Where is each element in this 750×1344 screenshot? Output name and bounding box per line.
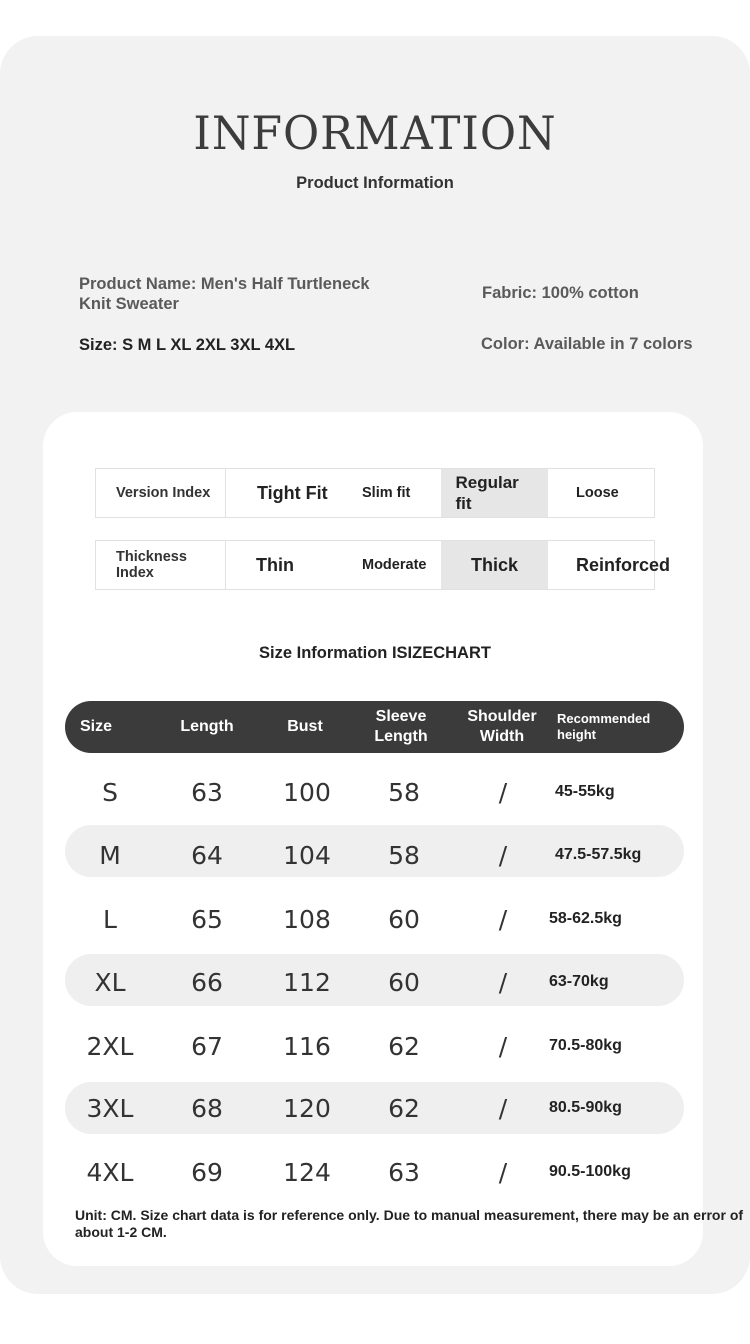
- cell-shoulder: /: [498, 1157, 508, 1187]
- product-color: Color: Available in 7 colors: [481, 335, 693, 353]
- version-option-loose: Loose: [576, 485, 619, 501]
- cell-shoulder: /: [498, 777, 508, 807]
- thickness-option-moderate: Moderate: [362, 557, 427, 573]
- cell-bust: 108: [283, 904, 331, 934]
- product-name: [79, 274, 370, 314]
- cell-sleeve: 58: [388, 777, 420, 807]
- cell-size: M: [99, 840, 121, 870]
- thickness-option-thick-selected: Thick: [441, 541, 548, 589]
- header-length: Length: [180, 718, 234, 735]
- product-name-line-2: Knit Sweater: [79, 295, 179, 313]
- cell-size: S: [102, 777, 118, 807]
- table-row-m: [65, 825, 684, 877]
- cell-shoulder: /: [498, 840, 508, 870]
- cell-weight: 90.5-100kg: [549, 1163, 631, 1180]
- version-option-slim: Slim fit: [362, 485, 411, 501]
- cell-size: 3XL: [86, 1093, 134, 1123]
- cell-weight: 58-62.5kg: [549, 910, 622, 927]
- cell-size: XL: [94, 967, 126, 997]
- product-fabric: Fabric: 100% cotton: [482, 284, 639, 302]
- page-title: INFORMATION: [193, 106, 557, 160]
- cell-weight: 45-55kg: [555, 783, 615, 800]
- cell-length: 67: [191, 1031, 223, 1061]
- header-recommended-height: Recommended height: [557, 711, 651, 742]
- cell-length: 66: [191, 967, 223, 997]
- table-row-3xl: [65, 1082, 684, 1134]
- header-size: Size: [79, 718, 112, 735]
- cell-weight: 70.5-80kg: [549, 1037, 622, 1054]
- size-chart-note: Unit: CM. Size chart data is for reference only. Due to manual measurement, there may be an error of about 1-2 CM.: [75, 1207, 744, 1240]
- cell-sleeve: 62: [388, 1031, 420, 1061]
- cell-bust: 116: [283, 1031, 331, 1061]
- product-name-line-1: Product Name: Men's Half Turtleneck: [79, 275, 370, 293]
- thickness-index-label: Thickness Index: [116, 549, 187, 581]
- header-shoulder-width: Shoulder Width: [467, 708, 537, 745]
- cell-bust: 100: [283, 777, 331, 807]
- table-row-xl: [65, 954, 684, 1006]
- cell-sleeve: 62: [388, 1093, 420, 1123]
- page-subtitle: Product Information: [296, 174, 454, 192]
- thickness-index-row: [95, 540, 671, 590]
- cell-length: 68: [191, 1093, 223, 1123]
- version-index-row: [95, 468, 655, 518]
- cell-length: 64: [191, 840, 223, 870]
- cell-length: 69: [191, 1157, 223, 1187]
- thickness-option-reinforced: Reinforced: [576, 554, 671, 575]
- cell-size: L: [103, 904, 117, 934]
- cell-shoulder: /: [498, 904, 508, 934]
- cell-bust: 120: [283, 1093, 331, 1123]
- header-sleeve-length: Sleeve Length: [374, 708, 428, 745]
- table-row-l: [65, 893, 684, 945]
- cell-bust: 124: [283, 1157, 331, 1187]
- cell-bust: 112: [283, 967, 331, 997]
- product-size: Size: S M L XL 2XL 3XL 4XL: [79, 336, 296, 354]
- table-row-s: [65, 766, 684, 818]
- cell-sleeve: 60: [388, 904, 420, 934]
- header-bust: Bust: [287, 718, 323, 735]
- cell-size: 2XL: [86, 1031, 134, 1061]
- cell-size: 4XL: [86, 1157, 134, 1187]
- cell-shoulder: /: [498, 1093, 508, 1123]
- cell-length: 63: [191, 777, 223, 807]
- thickness-option-thin: Thin: [256, 554, 294, 575]
- version-option-tight: Tight Fit: [257, 482, 328, 503]
- version-index-label: Version Index: [116, 485, 211, 501]
- table-row-2xl: [65, 1020, 684, 1072]
- cell-sleeve: 58: [388, 840, 420, 870]
- cell-shoulder: /: [498, 967, 508, 997]
- cell-weight: 47.5-57.5kg: [555, 846, 642, 863]
- cell-shoulder: /: [498, 1031, 508, 1061]
- cell-sleeve: 63: [388, 1157, 420, 1187]
- cell-sleeve: 60: [388, 967, 420, 997]
- version-option-regular-selected: Regular fit: [441, 469, 548, 517]
- size-table-header: [65, 701, 684, 753]
- size-chart-title: Size Information ISIZECHART: [259, 644, 491, 662]
- cell-weight: 80.5-90kg: [549, 1099, 622, 1116]
- cell-length: 65: [191, 904, 223, 934]
- cell-weight: 63-70kg: [549, 973, 609, 990]
- table-row-4xl: [65, 1146, 684, 1198]
- cell-bust: 104: [283, 840, 331, 870]
